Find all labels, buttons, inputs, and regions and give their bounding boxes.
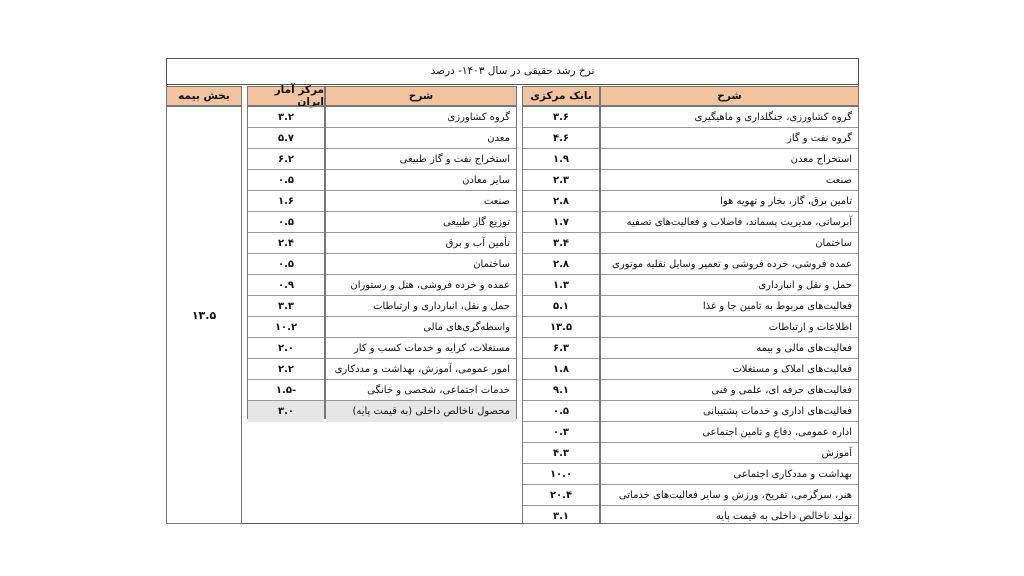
central-bank-row-value: ۲.۸ bbox=[523, 254, 599, 275]
central-bank-row-label: فعالیت‌های اداری و خدمات پشتیبانی bbox=[601, 401, 858, 422]
sci-desc-column bbox=[325, 106, 517, 419]
sci-row-label: سایر معادن bbox=[326, 170, 516, 191]
sci-row-value: ۱.۶ bbox=[248, 191, 324, 212]
central-bank-row-label: صنعت bbox=[601, 170, 858, 191]
sci-row-value: ۰.۵ bbox=[248, 212, 324, 233]
table-title: نرخ رشد حقیقی در سال ۱۴۰۳- درصد bbox=[166, 58, 859, 85]
central-bank-row-label: ساختمان bbox=[601, 233, 858, 254]
central-bank-row-label: عمده فروشی، خرده فروشی و تعمیر وسایل نقلیه موتوری bbox=[601, 254, 858, 275]
sci-row-value: ۰.۵ bbox=[248, 254, 324, 275]
central-bank-row-label: گروه نفت و گاز bbox=[601, 128, 858, 149]
central-bank-row-label: فعالیت‌های مربوط به تامین جا و غذا bbox=[601, 296, 858, 317]
central-bank-row-label: بهداشت و مددکاری اجتماعی bbox=[601, 464, 858, 485]
sci-row-label: توزیع گاز طبیعی bbox=[326, 212, 516, 233]
central-bank-row-value: ۰.۳ bbox=[523, 422, 599, 443]
central-bank-row-value: ۶.۳ bbox=[523, 338, 599, 359]
central-bank-row-label: تولید ناخالص داخلی به قیمت پایه bbox=[715, 511, 852, 522]
central-bank-row-value: ۹.۱ bbox=[523, 380, 599, 401]
central-bank-row-value: ۳.۱ bbox=[553, 511, 570, 522]
sci-value-column bbox=[247, 106, 325, 419]
central-bank-row-value: ۳.۴ bbox=[523, 233, 599, 254]
sci-row-value: ۰.۵ bbox=[248, 170, 324, 191]
central-bank-row-value: ۲۰.۴ bbox=[523, 485, 599, 506]
sci-row-label: صنعت bbox=[326, 191, 516, 212]
central-bank-row-value: ۲.۳ bbox=[523, 170, 599, 191]
central-bank-row-label: حمل و نقل و انبارداری bbox=[601, 275, 858, 296]
sci-row-label: امور عمومی، آموزش، بهداشت و مددکاری bbox=[326, 359, 516, 380]
central-bank-row-value: ۱.۷ bbox=[523, 212, 599, 233]
header-insurance: بخش بیمه bbox=[166, 86, 242, 106]
sci-row-label: ساختمان bbox=[326, 254, 516, 275]
sci-row-value: ۵.۷ bbox=[248, 128, 324, 149]
sci-row-value: -۱.۵ bbox=[248, 380, 324, 401]
sci-row-value: ۲.۰ bbox=[248, 338, 324, 359]
sci-row-label: مستغلات، کرایه و خدمات کسب و کار bbox=[326, 338, 516, 359]
central-bank-row-value: ۴.۶ bbox=[523, 128, 599, 149]
central-bank-row-label: آبرسانی، مدیریت پسماند، فاضلاب و فعالیت‌های تصفیه bbox=[601, 212, 858, 233]
central-bank-row-label: تامین برق، گاز، بخار و تهویه هوا bbox=[601, 191, 858, 212]
central-bank-row-value: ۰.۵ bbox=[523, 401, 599, 422]
central-bank-row-label: استخراج معدن bbox=[601, 149, 858, 170]
sci-row-label: محصول ناخالص داخلی (به قیمت پایه) bbox=[326, 401, 516, 422]
sci-row-value: ۳.۲ bbox=[248, 107, 324, 128]
sci-row-label: تأمین آب و برق bbox=[326, 233, 516, 254]
central-bank-row-value: ۱۰.۰ bbox=[523, 464, 599, 485]
sci-row-value: ۳.۳ bbox=[248, 296, 324, 317]
header-cb-desc: شرح bbox=[600, 86, 859, 106]
central-bank-row-label: فعالیت‌های مالی و بیمه bbox=[601, 338, 858, 359]
central-bank-row-value: ۱.۹ bbox=[523, 149, 599, 170]
insurance-value: ۱۳.۵ bbox=[166, 106, 242, 524]
sci-row-label: گروه کشاورزی bbox=[326, 107, 516, 128]
sci-row-value: ۳.۰ bbox=[248, 401, 324, 422]
header-cb-value: بانک مرکزی bbox=[522, 86, 600, 106]
central-bank-row-value: ۴.۳ bbox=[523, 443, 599, 464]
sci-row-value: ۲.۲ bbox=[248, 359, 324, 380]
central-bank-row-value: ۱.۸ bbox=[523, 359, 599, 380]
header-sci-desc: شرح bbox=[325, 86, 517, 106]
central-bank-row-value: ۳.۶ bbox=[523, 107, 599, 128]
sci-row-label: استخراج نفت و گاز طبیعی bbox=[326, 149, 516, 170]
central-bank-value-column bbox=[522, 106, 600, 524]
sci-row-value: ۱۰.۲ bbox=[248, 317, 324, 338]
central-bank-row-label: اطلاعات و ارتباطات bbox=[601, 317, 858, 338]
central-bank-row-value: ۵.۱ bbox=[523, 296, 599, 317]
header-sci-value: مرکز آمار ایران bbox=[247, 86, 325, 106]
central-bank-row-value: ۱۳.۵ bbox=[523, 317, 599, 338]
sci-row-label: عمده و خرده فروشی، هتل و رستوران bbox=[326, 275, 516, 296]
central-bank-row-label: اداره عمومی، دفاع و تامین اجتماعی bbox=[601, 422, 858, 443]
central-bank-row-value: ۲.۸ bbox=[523, 191, 599, 212]
sci-row-label: معدن bbox=[326, 128, 516, 149]
central-bank-row-label: فعالیت‌های املاک و مستغلات bbox=[601, 359, 858, 380]
sci-row-label: خدمات اجتماعی، شخصی و خانگی bbox=[326, 380, 516, 401]
central-bank-row-label: آموزش bbox=[601, 443, 858, 464]
sci-row-label: حمل و نقل، انبارداری و ارتباطات bbox=[326, 296, 516, 317]
sci-row-value: ۰.۹ bbox=[248, 275, 324, 296]
central-bank-row-label: گروه کشاورزی، جنگلداری و ماهیگیری bbox=[601, 107, 858, 128]
central-bank-row-label: هنر، سرگرمی، تفریح، ورزش و سایر فعالیت‌های خدماتی bbox=[601, 485, 858, 506]
central-bank-row-label: فعالیت‌های حرفه ای، علمی و فنی bbox=[601, 380, 858, 401]
sci-row-value: ۲.۴ bbox=[248, 233, 324, 254]
central-bank-desc-column bbox=[600, 106, 859, 524]
central-bank-row-value: ۱.۳ bbox=[523, 275, 599, 296]
sci-row-value: ۶.۲ bbox=[248, 149, 324, 170]
sci-row-label: واسطه‌گری‌های مالی bbox=[326, 317, 516, 338]
